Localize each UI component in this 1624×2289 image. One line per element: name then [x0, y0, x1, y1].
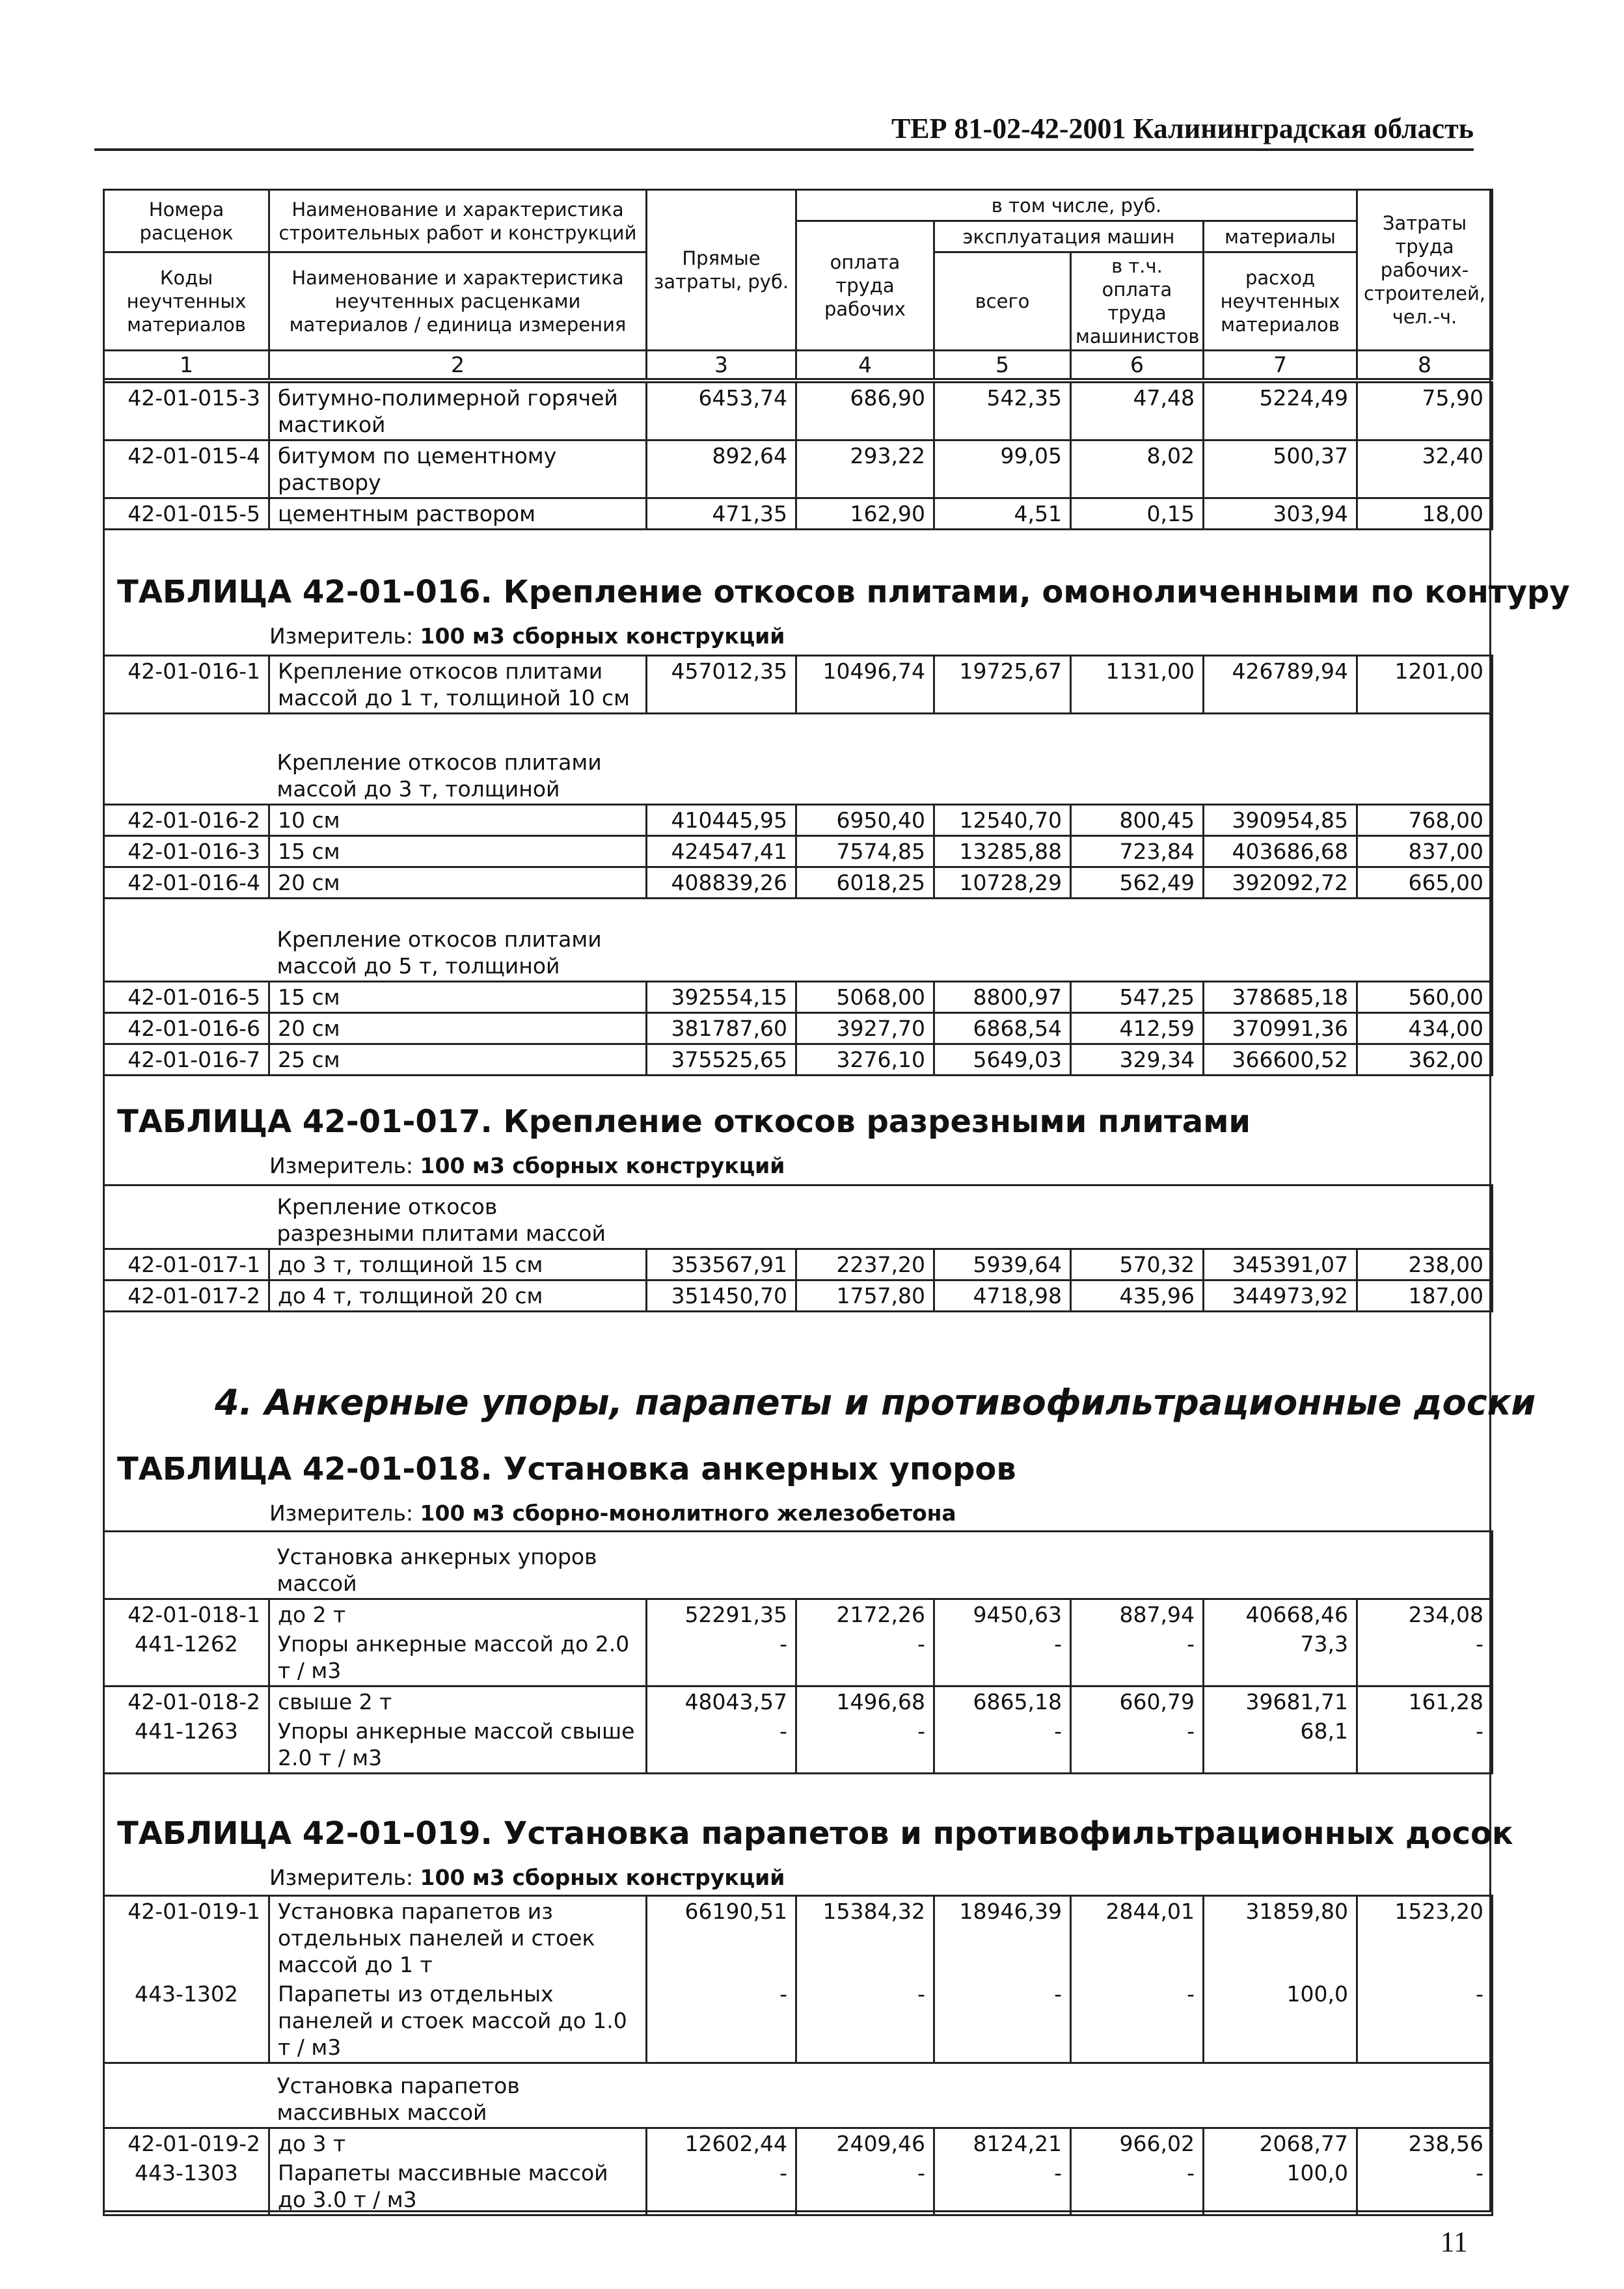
labor-pay: 2237,20	[796, 1249, 934, 1280]
table-row	[104, 836, 1493, 867]
machines-total: 6868,54	[934, 1013, 1071, 1044]
labor-pay: 10496,74	[796, 656, 934, 714]
machines-total: 4718,98	[934, 1280, 1071, 1312]
table-018	[103, 1530, 1493, 1774]
header-code-top: Номера расценок	[104, 190, 269, 252]
table-row	[104, 1044, 1493, 1076]
direct-cost: 353567,91	[647, 1249, 796, 1280]
direct-cost: 457012,35	[647, 656, 796, 714]
rate-code: 42-01-016-6	[104, 1013, 269, 1044]
rate-name: 15 см	[269, 836, 647, 867]
machines-total: 542,35	[934, 383, 1071, 440]
table-019-title: ТАБЛИЦА 42-01-019. Установка парапетов и противофильтрационных досок	[117, 1815, 1513, 1852]
machines-labor: 570,32	[1071, 1249, 1204, 1280]
machines-total: -	[934, 1979, 1071, 2063]
table-row	[104, 1280, 1493, 1312]
rate-name: 10 см	[269, 805, 647, 836]
col-num: 4	[796, 351, 934, 379]
rate-code: 42-01-017-1	[104, 1249, 269, 1280]
material-row	[104, 2158, 1493, 2215]
rate-code: 42-01-016-1	[104, 656, 269, 714]
labor-pay: 2409,46	[796, 2128, 934, 2159]
rate-code: 42-01-016-2	[104, 805, 269, 836]
labor-hours: 560,00	[1357, 982, 1493, 1013]
labor-hours: 161,28	[1357, 1686, 1493, 1717]
direct-cost: 381787,60	[647, 1013, 796, 1044]
machines-total: 5649,03	[934, 1044, 1071, 1076]
measure-label: Измеритель:	[269, 623, 414, 649]
labor-hours: 234,08	[1357, 1599, 1493, 1630]
labor-pay: 2172,26	[796, 1599, 934, 1630]
table-018-title: ТАБЛИЦА 42-01-018. Установка анкерных упоров	[117, 1451, 1016, 1487]
table-row	[104, 1599, 1493, 1630]
labor-hours: -	[1357, 1629, 1493, 1686]
table-019-measure	[269, 1865, 785, 1890]
direct-cost: 424547,41	[647, 836, 796, 867]
rate-code: 42-01-018-1	[104, 1599, 269, 1630]
group-label: Установка парапетов массивных массой	[277, 2073, 520, 2125]
page-number: 11	[1440, 2226, 1468, 2258]
direct-cost: 66190,51	[647, 1896, 796, 1980]
machines-labor: 800,45	[1071, 805, 1204, 836]
materials: 40668,46	[1204, 1599, 1357, 1630]
material-code: 441-1262	[104, 1629, 269, 1686]
material-code: 441-1263	[104, 1716, 269, 1774]
labor-pay: 293,22	[796, 440, 934, 498]
machines-labor: -	[1071, 1629, 1204, 1686]
machines-total: 9450,63	[934, 1599, 1071, 1630]
direct-cost: -	[647, 1629, 796, 1686]
machines-labor: -	[1071, 1979, 1204, 2063]
rate-code: 42-01-016-7	[104, 1044, 269, 1076]
group-row	[104, 899, 1493, 982]
rate-name: до 4 т, толщиной 20 см	[269, 1280, 647, 1312]
machines-labor: 8,02	[1071, 440, 1204, 498]
labor-pay: 1496,68	[796, 1686, 934, 1717]
table-015	[103, 381, 1493, 530]
header-machines-total: всего	[934, 252, 1071, 351]
labor-pay: -	[796, 1629, 934, 1686]
measure-value: 100 м3 сборных конструкций	[420, 1865, 785, 1890]
labor-hours: 238,00	[1357, 1249, 1493, 1280]
rate-code: 42-01-019-2	[104, 2128, 269, 2159]
rate-code: 42-01-018-2	[104, 1686, 269, 1717]
group-row	[104, 2063, 1493, 2128]
col-num: 1	[104, 351, 269, 379]
machines-total: 4,51	[934, 498, 1071, 530]
machines-labor: 966,02	[1071, 2128, 1204, 2159]
material-name: Парапеты массивные массой до 3.0 т / м3	[269, 2158, 647, 2215]
measure-value: 100 м3 сборных конструкций	[420, 623, 785, 649]
direct-cost: 375525,65	[647, 1044, 796, 1076]
machines-labor: 887,94	[1071, 1599, 1204, 1630]
machines-total: -	[934, 2158, 1071, 2215]
rate-code: 42-01-016-5	[104, 982, 269, 1013]
header-name-top: Наименование и характеристика строительных работ и конструкций	[269, 190, 647, 252]
group-row	[104, 1185, 1493, 1249]
machines-total: -	[934, 1629, 1071, 1686]
materials: 392092,72	[1204, 867, 1357, 899]
table-row	[104, 440, 1493, 498]
rate-name: битумом по цементному раствору	[269, 440, 647, 498]
labor-hours: -	[1357, 2158, 1493, 2215]
rate-name: свыше 2 т	[269, 1686, 647, 1717]
direct-cost: -	[647, 2158, 796, 2215]
labor-pay: 5068,00	[796, 982, 934, 1013]
rate-code: 42-01-017-2	[104, 1280, 269, 1312]
machines-total: 6865,18	[934, 1686, 1071, 1717]
labor-hours: 238,56	[1357, 2128, 1493, 2159]
rate-name: цементным раствором	[269, 498, 647, 530]
machines-total: 8124,21	[934, 2128, 1071, 2159]
materials: 345391,07	[1204, 1249, 1357, 1280]
header-labor-pay: оплата труда рабочих	[796, 221, 934, 351]
table-row	[104, 982, 1493, 1013]
table-row	[104, 1013, 1493, 1044]
materials: 378685,18	[1204, 982, 1357, 1013]
machines-total: 13285,88	[934, 836, 1071, 867]
rate-name: Крепление откосов плитами массой до 1 т, толщиной 10 см	[269, 656, 647, 714]
labor-hours: 1523,20	[1357, 1896, 1493, 1980]
col-num: 8	[1357, 351, 1493, 379]
materials: 500,37	[1204, 440, 1357, 498]
table-017-measure	[269, 1153, 785, 1178]
direct-cost: 6453,74	[647, 383, 796, 440]
materials: 366600,52	[1204, 1044, 1357, 1076]
material-row	[104, 1716, 1493, 1774]
labor-pay: 686,90	[796, 383, 934, 440]
machines-labor: 723,84	[1071, 836, 1204, 867]
material-consumption: 100,0	[1204, 1979, 1357, 2063]
table-row	[104, 656, 1493, 714]
direct-cost: 392554,15	[647, 982, 796, 1013]
rate-code: 42-01-019-1	[104, 1896, 269, 1980]
machines-total: 12540,70	[934, 805, 1071, 836]
col-num: 3	[647, 351, 796, 379]
rate-name: до 3 т	[269, 2128, 647, 2159]
document-title: ТЕР 81-02-42-2001 Калининградская область	[891, 113, 1474, 144]
direct-cost: 351450,70	[647, 1280, 796, 1312]
rate-name: 20 см	[269, 867, 647, 899]
materials: 2068,77	[1204, 2128, 1357, 2159]
table-016-measure	[269, 623, 785, 649]
table-016-title: ТАБЛИЦА 42-01-016. Крепление откосов плитами, омоноличенными по контуру	[117, 574, 1570, 610]
direct-cost: -	[647, 1979, 796, 2063]
material-consumption: 68,1	[1204, 1716, 1357, 1774]
materials: 303,94	[1204, 498, 1357, 530]
group-label: Крепление откосов разрезными плитами массой	[277, 1194, 606, 1246]
labor-hours: -	[1357, 1979, 1493, 2063]
table-017-title: ТАБЛИЦА 42-01-017. Крепление откосов разрезными плитами	[117, 1104, 1251, 1140]
machines-labor: 329,34	[1071, 1044, 1204, 1076]
material-name: Парапеты из отдельных панелей и стоек массой до 1.0 т / м3	[269, 1979, 647, 2063]
materials: 39681,71	[1204, 1686, 1357, 1717]
machines-labor: 547,25	[1071, 982, 1204, 1013]
materials: 5224,49	[1204, 383, 1357, 440]
direct-cost: 48043,57	[647, 1686, 796, 1717]
machines-labor: 2844,01	[1071, 1896, 1204, 1980]
labor-hours: 18,00	[1357, 498, 1493, 530]
header-materials: материалы	[1204, 221, 1357, 252]
labor-pay: 6018,25	[796, 867, 934, 899]
rate-name: 15 см	[269, 982, 647, 1013]
machines-labor: -	[1071, 2158, 1204, 2215]
machines-total: 99,05	[934, 440, 1071, 498]
rate-code: 42-01-015-3	[104, 383, 269, 440]
col-num: 5	[934, 351, 1071, 379]
materials: 426789,94	[1204, 656, 1357, 714]
material-row	[104, 1979, 1493, 2063]
machines-total: -	[934, 1716, 1071, 1774]
labor-pay: -	[796, 2158, 934, 2215]
group-label: Установка анкерных упоров массой	[277, 1544, 597, 1596]
direct-cost: 410445,95	[647, 805, 796, 836]
materials: 403686,68	[1204, 836, 1357, 867]
rate-code: 42-01-015-4	[104, 440, 269, 498]
material-code: 443-1303	[104, 2158, 269, 2215]
rate-code: 42-01-016-3	[104, 836, 269, 867]
table-row	[104, 2128, 1493, 2159]
column-header	[103, 189, 1493, 380]
labor-hours: 1201,00	[1357, 656, 1493, 714]
group-label: Крепление откосов плитами массой до 3 т, толщиной	[277, 750, 602, 802]
machines-total: 5939,64	[934, 1249, 1071, 1280]
labor-pay: -	[796, 1979, 934, 2063]
labor-pay: 162,90	[796, 498, 934, 530]
header-labor-hours: Затраты труда рабочих-строителей, чел.-ч.	[1357, 190, 1493, 351]
rate-name: до 2 т	[269, 1599, 647, 1630]
machines-labor: 1131,00	[1071, 656, 1204, 714]
machines-total: 18946,39	[934, 1896, 1071, 1980]
header-materials-sub: расход неучтенных материалов	[1204, 252, 1357, 351]
labor-pay: 15384,32	[796, 1896, 934, 1980]
group-label: Крепление откосов плитами массой до 5 т, толщиной	[277, 927, 602, 979]
material-row	[104, 1629, 1493, 1686]
direct-cost: -	[647, 1716, 796, 1774]
rate-name: Установка парапетов из отдельных панелей и стоек массой до 1 т	[269, 1896, 647, 1980]
table-row	[104, 1896, 1493, 1980]
labor-hours: 665,00	[1357, 867, 1493, 899]
group-row	[104, 1532, 1493, 1599]
header-name-bottom: Наименование и характеристика неучтенных расценками материалов / единица измерения	[269, 252, 647, 351]
labor-hours: 187,00	[1357, 1280, 1493, 1312]
direct-cost: 52291,35	[647, 1599, 796, 1630]
materials: 31859,80	[1204, 1896, 1357, 1980]
table-row	[104, 1686, 1493, 1717]
material-consumption: 100,0	[1204, 2158, 1357, 2215]
table-017	[103, 1184, 1493, 1312]
machines-labor: 412,59	[1071, 1013, 1204, 1044]
page-header	[94, 112, 1474, 151]
materials: 390954,85	[1204, 805, 1357, 836]
rate-name: битумно-полимерной горячей мастикой	[269, 383, 647, 440]
rate-code: 42-01-016-4	[104, 867, 269, 899]
rate-name: 20 см	[269, 1013, 647, 1044]
rate-name: до 3 т, толщиной 15 см	[269, 1249, 647, 1280]
rate-code: 42-01-015-5	[104, 498, 269, 530]
table-016	[103, 655, 1493, 1076]
header-code-bottom: Коды неучтенных материалов	[104, 252, 269, 351]
col-num: 2	[269, 351, 647, 379]
direct-cost: 12602,44	[647, 2128, 796, 2159]
labor-pay: 6950,40	[796, 805, 934, 836]
machines-labor: 435,96	[1071, 1280, 1204, 1312]
table-row	[104, 1249, 1493, 1280]
machines-total: 19725,67	[934, 656, 1071, 714]
machines-labor: 0,15	[1071, 498, 1204, 530]
labor-hours: 75,90	[1357, 383, 1493, 440]
machines-total: 8800,97	[934, 982, 1071, 1013]
header-machines: эксплуатация машин	[934, 221, 1204, 252]
labor-pay: 1757,80	[796, 1280, 934, 1312]
machines-labor: 562,49	[1071, 867, 1204, 899]
table-row	[104, 867, 1493, 899]
col-num: 6	[1071, 351, 1204, 379]
measure-label: Измеритель:	[269, 1865, 414, 1890]
header-direct-costs: Прямые затраты, руб.	[647, 190, 796, 351]
measure-value: 100 м3 сборных конструкций	[420, 1153, 785, 1178]
labor-hours: 837,00	[1357, 836, 1493, 867]
labor-hours: 434,00	[1357, 1013, 1493, 1044]
measure-label: Измеритель:	[269, 1153, 414, 1178]
labor-hours: 362,00	[1357, 1044, 1493, 1076]
col-num: 7	[1204, 351, 1357, 379]
table-row	[104, 383, 1493, 440]
table-018-measure	[269, 1500, 956, 1526]
machines-labor: 47,48	[1071, 383, 1204, 440]
labor-hours: 32,40	[1357, 440, 1493, 498]
direct-cost: 892,64	[647, 440, 796, 498]
material-name: Упоры анкерные массой свыше 2.0 т / м3	[269, 1716, 647, 1774]
rate-name: 25 см	[269, 1044, 647, 1076]
direct-cost: 408839,26	[647, 867, 796, 899]
material-code: 443-1302	[104, 1979, 269, 2063]
header-including: в том числе, руб.	[796, 190, 1357, 221]
direct-cost: 471,35	[647, 498, 796, 530]
group-row	[104, 714, 1493, 805]
labor-pay: 3276,10	[796, 1044, 934, 1076]
table-019	[103, 1895, 1493, 2216]
table-row	[104, 498, 1493, 530]
header-machines-labor: в т.ч. оплата труда машинистов	[1071, 252, 1204, 351]
labor-pay: 7574,85	[796, 836, 934, 867]
measure-label: Измеритель:	[269, 1500, 414, 1526]
materials: 370991,36	[1204, 1013, 1357, 1044]
labor-hours: -	[1357, 1716, 1493, 1774]
machines-labor: -	[1071, 1716, 1204, 1774]
table-row	[104, 805, 1493, 836]
machines-total: 10728,29	[934, 867, 1071, 899]
labor-hours: 768,00	[1357, 805, 1493, 836]
material-name: Упоры анкерные массой до 2.0 т / м3	[269, 1629, 647, 1686]
machines-labor: 660,79	[1071, 1686, 1204, 1717]
materials: 344973,92	[1204, 1280, 1357, 1312]
material-consumption: 73,3	[1204, 1629, 1357, 1686]
labor-pay: -	[796, 1716, 934, 1774]
measure-value: 100 м3 сборно-монолитного железобетона	[420, 1500, 956, 1526]
labor-pay: 3927,70	[796, 1013, 934, 1044]
chapter-title: 4. Анкерные упоры, парапеты и противофильтрационные доски	[215, 1382, 1536, 1423]
